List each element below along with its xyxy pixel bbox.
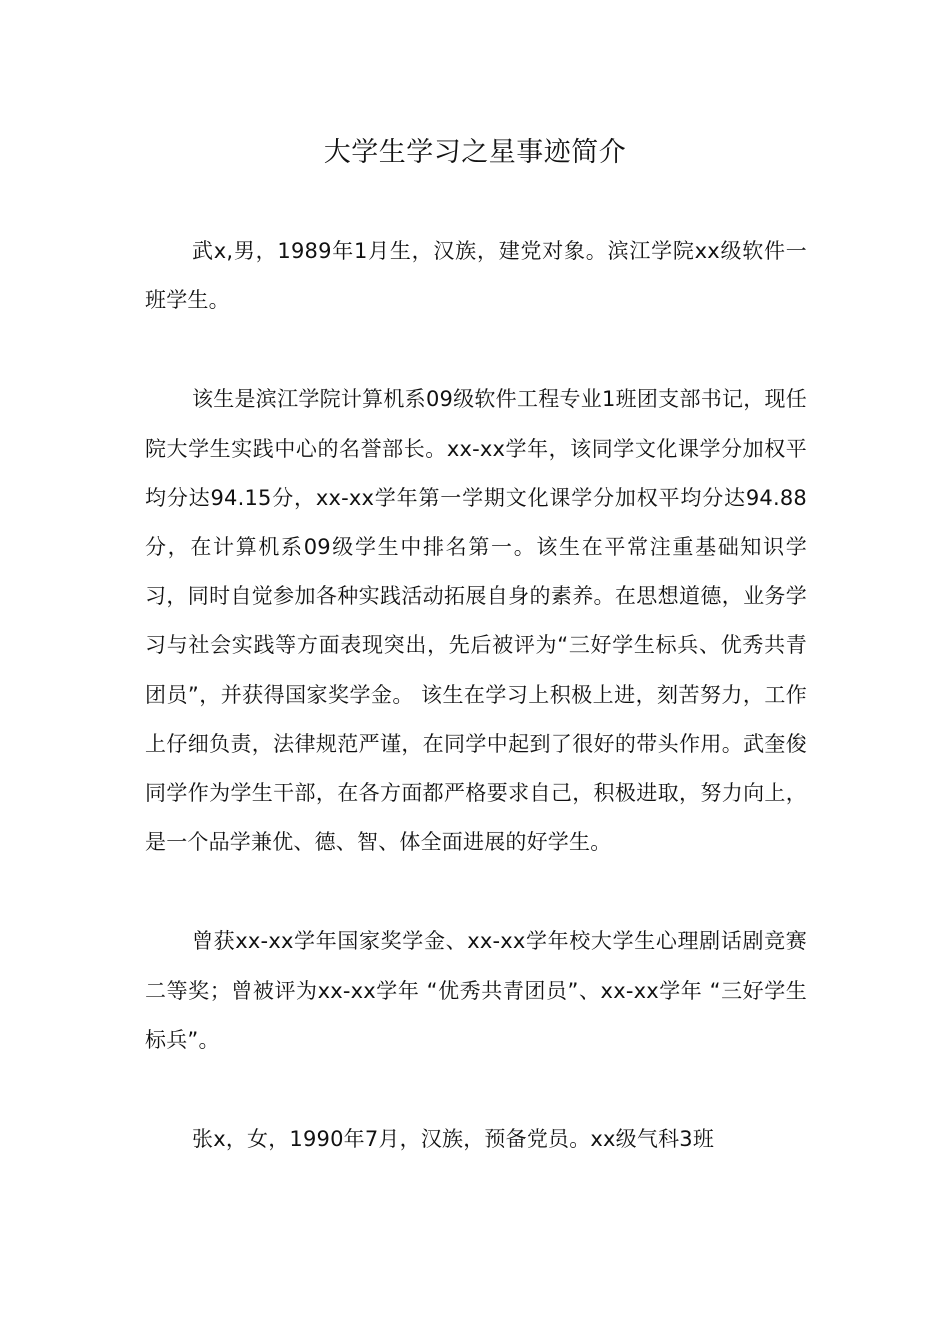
paragraph-achievements: 该生是滨江学院计算机系09级软件工程专业1班团支部书记，现任院大学生实践中心的名誉部长。xx-xx学年，该同学文化课学分加权平均分达94.15分，xx-xx学年第一学期文化课学分加权平均分达94.88分，在计算机系09级学生中排名第一。该生在平常注重基础知识学习，同时自觉参加各种实践活动拓展自身的素养。在思想道德，业务学习与社会实践等方面表现突出，先后被评为“三好学生标兵、优秀共青团员”，并获得国家奖学金。 该生在学习上积极上进，刻苦努力，工作上仔细负责，法律规范严谨，在同学中起到了很好的带头作用。武奎俊同学作为学生干部，在各方面都严格要求自己，积极进取，努力向上，是一个品学兼优、德、智、体全面进展的好学生。 xyxy=(145,387,807,855)
document-body xyxy=(145,227,807,1164)
paragraph-intro-zhang: 张x，女，1990年7月，汉族，预备党员。xx级气科3班 xyxy=(192,1127,715,1152)
paragraph-awards: 曾获xx-xx学年国家奖学金、xx-xx学年校大学生心理剧话剧竞赛二等奖；曾被评为xx-xx学年 “优秀共青团员”、xx-xx学年 “三好学生标兵”。 xyxy=(145,929,807,1052)
document-title: 大学生学习之星事迹简介 xyxy=(323,137,627,168)
paragraph-intro-wu: 武x,男，1989年1月生，汉族，建党对象。滨江学院xx级软件一班学生。 xyxy=(145,239,807,313)
